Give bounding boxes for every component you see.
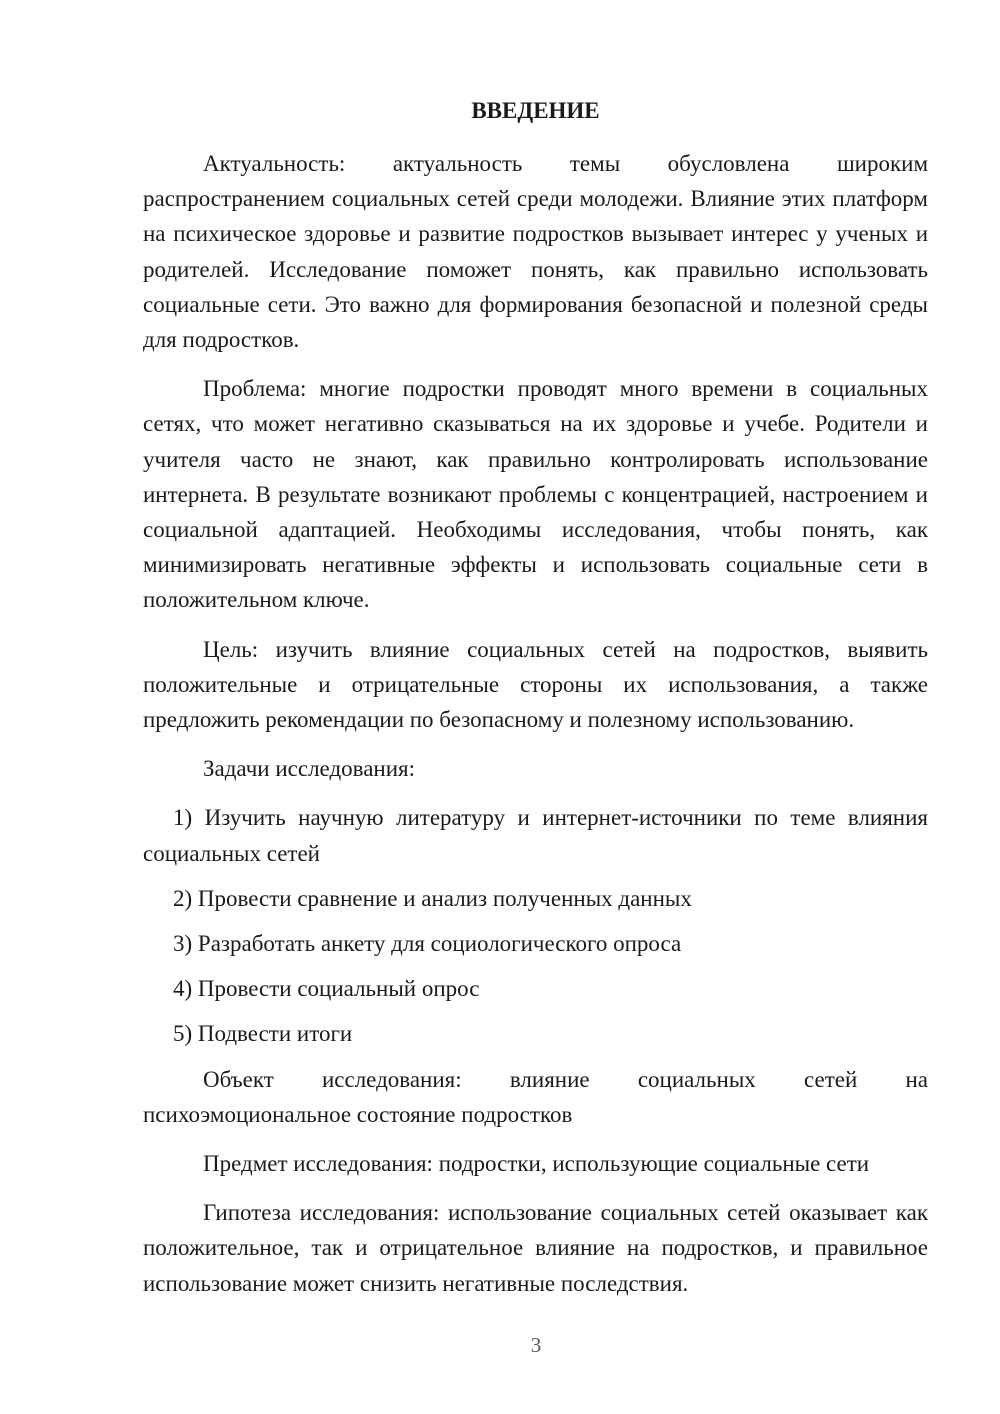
- list-item: 3) Разработать анкету для социологического опроса: [173, 931, 682, 957]
- tasks-heading: Задачи исследования:: [203, 756, 416, 782]
- paragraph-object: Объект исследования: влияние социальных сетей на психоэмоциональное состояние подростков: [143, 1066, 928, 1127]
- paragraph-problem: Проблема: многие подростки проводят много времени в социальных сетях, что может негативно сказываться на их здоровье и учебе. Родители и учителя часто не знают, как правильно контролировать использование интернета. В результате возникают проблемы с концентрацией, настроением и социальной адаптацией. Необходимы исследования, чтобы понять, как минимизировать негативные эффекты и использовать социальные сети в положительном ключе.: [143, 376, 928, 613]
- paragraph-hypothesis: Гипотеза исследования: использование социальных сетей оказывает как положительное, так и отрицательное влияние на подростков, и правильное использование может снизить негативные последствия.: [143, 1200, 928, 1296]
- page-number: 3: [530, 1333, 542, 1357]
- tasks-list: [143, 800, 928, 1051]
- section-heading: ВВЕДЕНИЕ: [471, 98, 600, 123]
- list-item: 1) Изучить научную литературу и интернет-источники по теме влияния социальных сетей: [143, 805, 928, 866]
- document-page: [143, 96, 928, 1315]
- list-item: 2) Провести сравнение и анализ полученных данных: [173, 885, 692, 911]
- paragraph-goal: Цель: изучить влияние социальных сетей на подростков, выявить положительные и отрицательные стороны их использования, а также предложить рекомендации по безопасному и полезному использованию.: [143, 636, 928, 733]
- paragraph-relevance: Актуальность: актуальность темы обусловлена широким распространением социальных сетей среди молодежи. Влияние этих платформ на психическое здоровье и развитие подростков вызывает интерес у ученых и родителей. Исследование поможет понять, как правильно использовать социальные сети. Это важно для формирования безопасной и полезной среды для подростков.: [143, 151, 928, 353]
- paragraph-subject: Предмет исследования: подростки, использующие социальные сети: [203, 1151, 870, 1177]
- list-item: 4) Провести социальный опрос: [173, 976, 480, 1002]
- list-item: 5) Подвести итоги: [173, 1021, 353, 1047]
